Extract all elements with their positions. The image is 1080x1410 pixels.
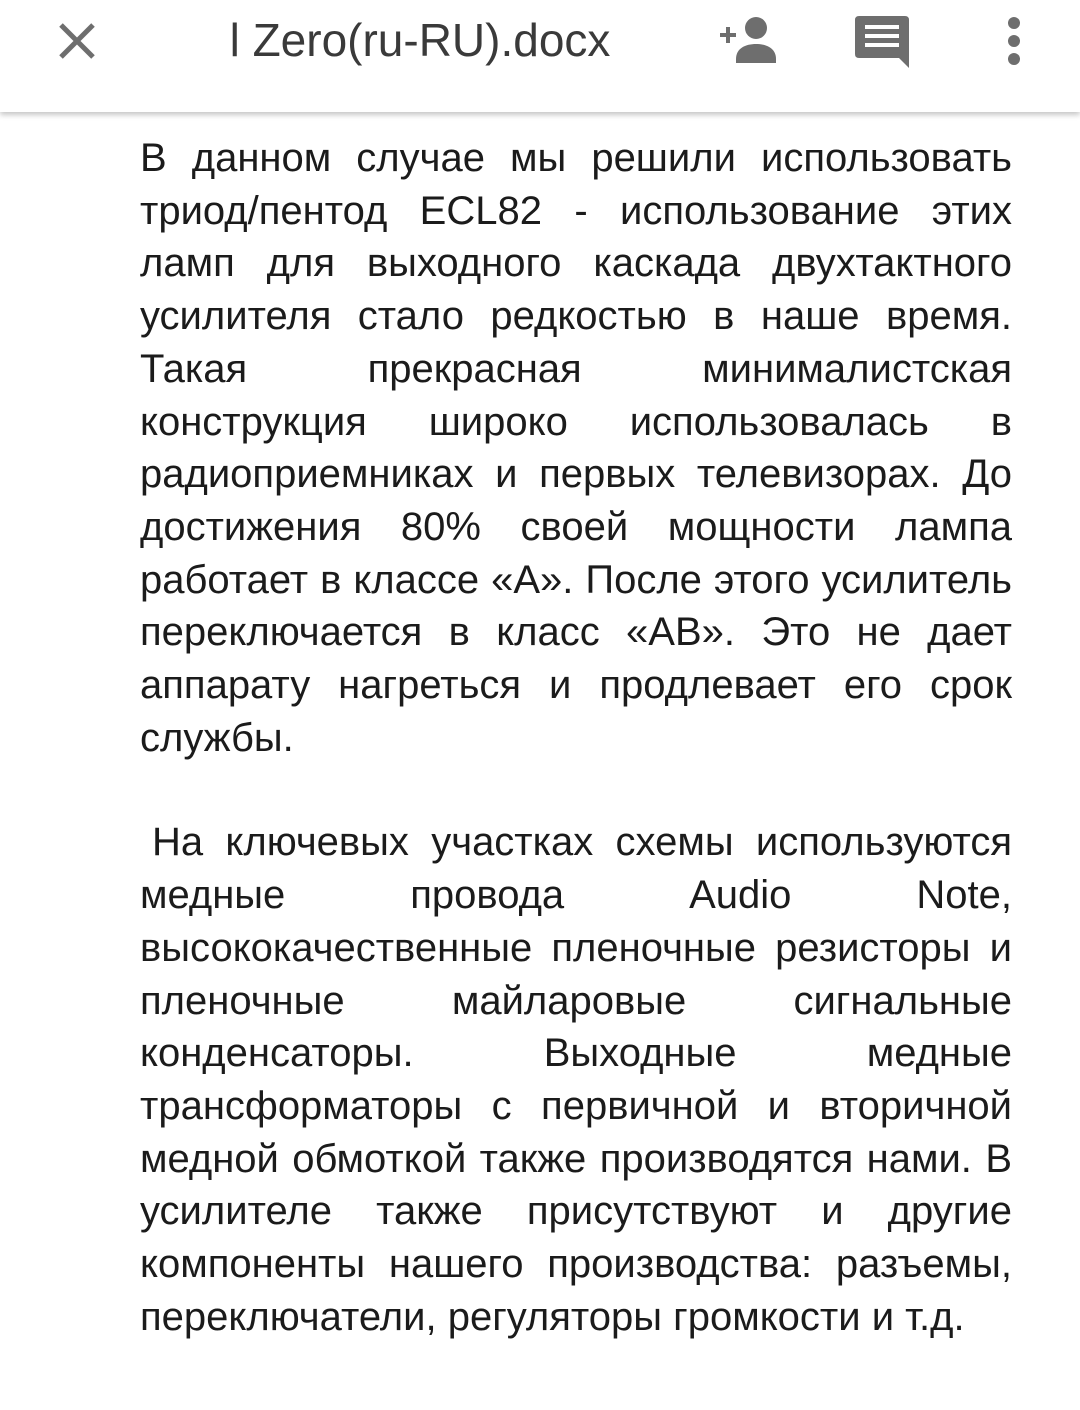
more-vert-icon — [1004, 13, 1024, 69]
share-button[interactable] — [710, 4, 790, 78]
close-icon — [57, 21, 97, 61]
app-toolbar — [0, 0, 1080, 112]
comment-icon — [853, 12, 911, 70]
person-add-icon — [718, 15, 782, 67]
document-title: l Zero(ru-RU).docx — [229, 14, 611, 66]
close-button[interactable] — [42, 6, 112, 76]
document-body — [140, 132, 1012, 1343]
document-paragraph: В данном случае мы решили использовать триод/пентод ECL82 - использование этих ламп для выходного каскада двухтактного усилителя стало редкостью в наше время. Такая прекрасная минималистская конструкция широко использовалась в радиоприемниках и первых телевизорах. До достижения 80% своей мощности лампа работает в классе «А». После этого усилитель переключается в класс «АВ». Это не дает аппарату нагреться и продлевает его срок службы. — [140, 136, 1012, 760]
document-paragraph: На ключевых участках схемы используются медные провода Audio Note, высококачественные пленочные резисторы и пленочные майларовые сигнальные конденсаторы. Выходные медные трансформаторы с первичной и вторичной медной обмоткой также производятся нами. В усилителе также присутствуют и другие компоненты нашего производства: разъемы, переключатели, регуляторы громкости и т.д. — [140, 820, 1012, 1339]
comments-button[interactable] — [842, 4, 922, 78]
more-options-button[interactable] — [984, 4, 1044, 78]
